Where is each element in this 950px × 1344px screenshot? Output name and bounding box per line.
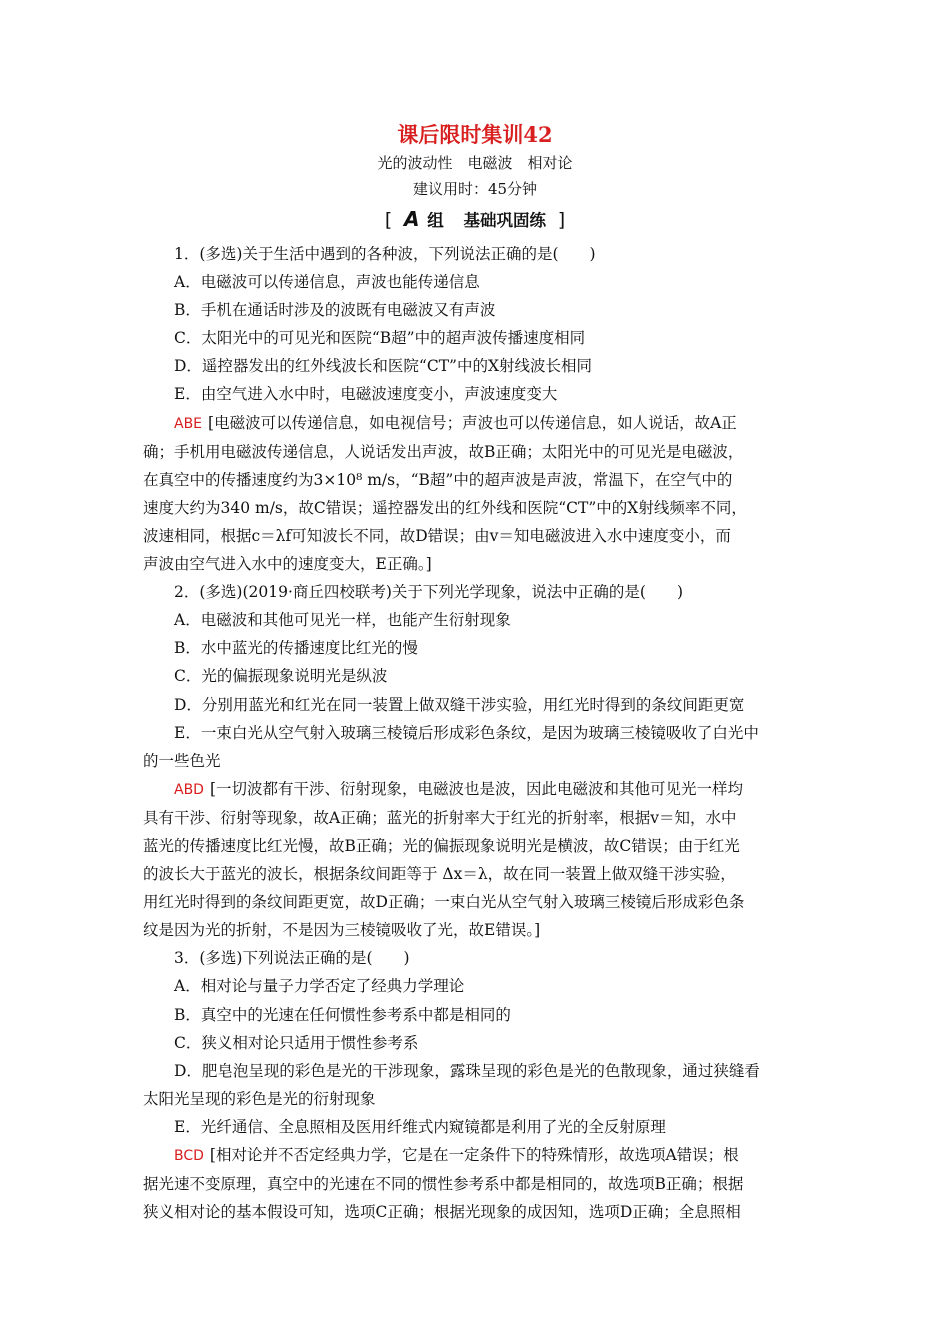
q3-stem: 3．(多选)下列说法正确的是( ) (174, 949, 410, 968)
q3-option-b: B．真空中的光速在任何惯性参考系中都是相同的 (174, 1005, 511, 1024)
suggested-time: 建议用时：45分钟 (412, 180, 538, 198)
q1-option-a: A．电磁波可以传递信息，声波也能传递信息 (174, 273, 480, 292)
q1-answer: ABE (174, 415, 203, 432)
q1-option-b: B．手机在通话时涉及的波既有电磁波又有声波 (174, 301, 496, 320)
q2-option-e: E．一束白光从空气射入玻璃三棱镜后形成彩色条纹，是因为玻璃三棱镜吸收了白光中 (174, 723, 759, 742)
group-label: 基础巩固练 (463, 211, 546, 230)
q3-option-d: D．肥皂泡呈现的彩色是光的干涉现象，露珠呈现的彩色是光的色散现象，通过狭缝看 (174, 1061, 760, 1080)
q3-option-a: A．相对论与量子力学否定了经典力学理论 (174, 977, 465, 996)
q2-explanation-line: 具有干涉、衍射等现象，故A正确；蓝光的折射率大于红光的折射率，根据v＝知，水中 (143, 808, 737, 827)
q2-option-e-cont: 的一些色光 (143, 751, 221, 770)
q2-explanation-line: 蓝光的传播速度比红光慢，故B正确；光的偏振现象说明光是横波，故C错误；由于红光 (143, 836, 740, 855)
q1-stem: 1．(多选)关于生活中遇到的各种波，下列说法正确的是( ) (174, 245, 596, 263)
q3-option-d-cont: 太阳光呈现的彩色是光的衍射现象 (143, 1089, 376, 1108)
page-title: 课后限时集训42 (397, 122, 553, 147)
q2-stem: 2．(多选)(2019·商丘四校联考)关于下列光学现象，说法中正确的是( ) (174, 583, 684, 602)
group-close-bracket: ] (557, 209, 566, 231)
page-subtitle: 光的波动性 电磁波 相对论 (377, 154, 573, 172)
q1-explanation-line: 确；手机用电磁波传递信息，人说话发出声波，故B正确；太阳光中的可见光是电磁波， (143, 442, 744, 461)
q1-option-e: E．由空气进入水中时，电磁波速度变小，声波速度变大 (174, 385, 558, 404)
q1-explanation-line: 波速相同，根据c＝λf可知波长不同，故D错误；由v＝知电磁波进入水中速度变小，而 (143, 526, 731, 545)
q3-explanation-line (143, 1141, 807, 1170)
q1-option-d: D．遥控器发出的红外线波长和医院“CT”中的X射线波长相同 (174, 357, 593, 376)
q2-option-b: B．水中蓝光的传播速度比红光的慢 (174, 639, 418, 658)
q1-option-c: C．太阳光中的可见光和医院“B超”中的超声波传播速度相同 (174, 329, 586, 348)
q3-option-e: E．光纤通信、全息照相及医用纤维式内窥镜都是利用了光的全反射原理 (174, 1117, 666, 1136)
q2-explanation-text: [一切波都有干涉、衍射现象，电磁波也是波，因此电磁波和其他可见光一样均 (209, 779, 744, 798)
q2-explanation-line: 的波长大于蓝光的波长，根据条纹间距等于 Δx＝λ，故在同一装置上做双缝干涉实验， (143, 865, 736, 884)
q3-answer: BCD (174, 1148, 204, 1164)
q3-explanation-line: 狭义相对论的基本假设可知，选项C正确；根据光现象的成因知，选项D正确；全息照相 (143, 1203, 741, 1222)
q1-explanation-line: 在真空中的传播速度约为3×10⁸ m/s，“B超”中的超声波是声波，常温下，在空气中的 (143, 470, 733, 489)
q2-explanation-line: 纹是因为光的折射，不是因为三棱镜吸收了光，故E错误。] (143, 921, 541, 940)
group-name: 组 (427, 211, 444, 230)
q2-explanation-line (143, 775, 807, 804)
q1-explanation-line: 声波由空气进入水中的速度变大，E正确。] (143, 555, 432, 574)
q3-explanation-line: 据光速不变原理，真空中的光速在不同的惯性参考系中都是相同的，故选项B正确；根据 (143, 1175, 744, 1194)
q2-option-d: D．分别用蓝光和红光在同一装置上做双缝干涉实验，用红光时得到的条纹间距更宽 (174, 695, 745, 714)
group-open-bracket: [ (384, 209, 393, 231)
q1-explanation-line (143, 409, 807, 438)
q2-option-a: A．电磁波和其他可见光一样，也能产生衍射现象 (174, 611, 511, 630)
q2-explanation-line: 用红光时得到的条纹间距更宽，故D正确；一束白光从空气射入玻璃三棱镜后形成彩色条 (143, 893, 745, 912)
q2-option-c: C．光的偏振现象说明光是纵波 (174, 667, 388, 686)
q3-explanation-text: [相对论并不否定经典力学，它是在一定条件下的特殊情形，故选项A错误；根 (209, 1146, 739, 1164)
group-a-header (143, 204, 807, 236)
q3-option-c: C．狭义相对论只适用于惯性参考系 (174, 1033, 419, 1052)
group-letter: A (404, 207, 420, 231)
q1-explanation-line: 速度大约为340 m/s，故C错误；遥控器发出的红外线和医院“CT”中的X射线频率不同， (143, 498, 747, 517)
q2-answer: ABD (174, 781, 204, 798)
q1-explanation-text: [电磁波可以传递信息，如电视信号；声波也可以传递信息，如人说话，故A正 (208, 413, 737, 432)
